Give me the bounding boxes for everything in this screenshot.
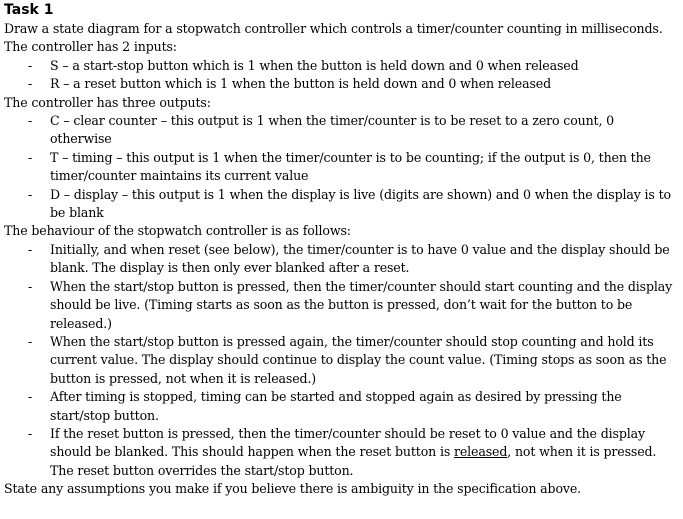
bullet-dash: - — [28, 113, 33, 129]
output-d-text: D – display – this output is 1 when the display is live (digits are shown) and 0 when the display is to be blank — [50, 186, 671, 221]
bullet-dash: - — [28, 333, 33, 349]
outputs-intro: The controller has three outputs: — [4, 94, 211, 110]
list-item — [28, 388, 679, 425]
task-title: Task 1 — [4, 2, 54, 18]
intro-paragraph: Draw a state diagram for a stopwatch controller which controls a timer/counter counting in milliseconds. The controller has 2 inputs: — [4, 21, 663, 55]
reset-text-before: If the reset button is pressed, then the timer/counter should be reset to 0 value and the display should be blanked. This should happen when the reset button is — [50, 425, 645, 460]
bullet-dash: - — [28, 186, 33, 202]
list-item — [28, 149, 679, 186]
list-item — [28, 425, 679, 480]
behaviour-intro: The behaviour of the stopwatch controller is as follows: — [4, 223, 351, 239]
behaviour-start-text: When the start/stop button is pressed, then the timer/counter should start counting and the display should be live. (Timing starts as soon as the button is pressed, don’t wait for the button to be released.) — [50, 278, 673, 331]
closing-paragraph: State any assumptions you make if you believe there is ambiguity in the specification above. — [4, 481, 581, 497]
list-item — [28, 57, 679, 75]
list-item — [28, 241, 679, 278]
bullet-dash: - — [28, 57, 33, 73]
list-item — [28, 112, 679, 149]
bullet-dash: - — [28, 241, 33, 257]
input-s-text: S – a start-stop button which is 1 when the button is held down and 0 when released — [50, 57, 579, 73]
outputs-list — [4, 112, 679, 222]
bullet-dash: - — [28, 149, 33, 165]
bullet-dash: - — [28, 278, 33, 294]
list-item — [28, 75, 679, 93]
bullet-dash: - — [28, 425, 33, 441]
input-r-text: R – a reset button which is 1 when the button is held down and 0 when released — [50, 76, 551, 92]
output-t-text: T – timing – this output is 1 when the timer/counter is to be counting; if the output is 0, then the timer/counter maintains its current value — [50, 149, 651, 184]
output-c-text: C – clear counter – this output is 1 when the timer/counter is to be reset to a zero count, 0 otherwise — [50, 113, 615, 147]
bullet-dash: - — [28, 76, 33, 92]
inputs-list — [4, 57, 679, 94]
reset-underlined-word: released — [454, 444, 508, 460]
reset-text-after: , not when it is pressed. The reset button overrides the start/stop button. — [50, 444, 657, 478]
list-item — [28, 186, 679, 223]
bullet-dash: - — [28, 389, 33, 405]
list-item — [28, 333, 679, 388]
list-item — [28, 278, 679, 333]
behaviour-stop-text: When the start/stop button is pressed again, the timer/counter should stop counting and hold its current value. The display should continue to display the count value. (Timing stops as soon as the button is pressed, not when it is released.) — [50, 333, 667, 386]
behaviour-restart-text: After timing is stopped, timing can be started and stopped again as desired by pressing the start/stop button. — [50, 389, 622, 423]
behaviour-initial-text: Initially, and when reset (see below), the timer/counter is to have 0 value and the display should be blank. The display is then only ever blanked after a reset. — [50, 241, 670, 276]
behaviour-list — [4, 241, 679, 480]
